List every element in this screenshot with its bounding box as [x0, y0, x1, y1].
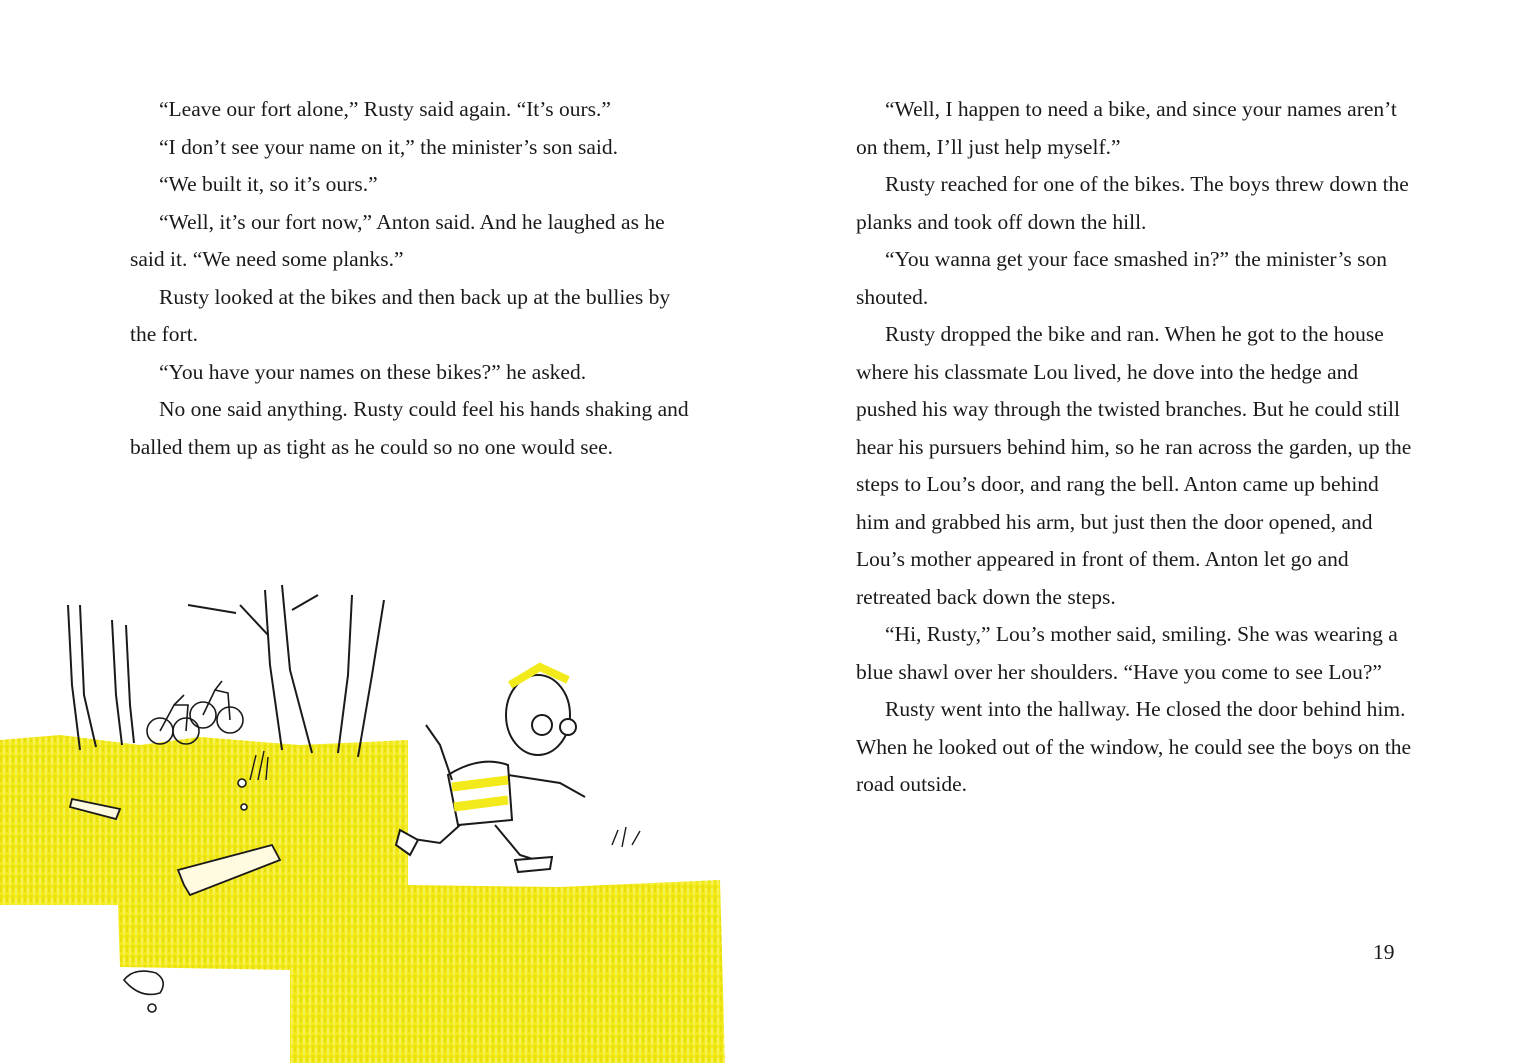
paragraph: “Well, it’s our fort now,” Anton said. And he laughed as he said it. “We need some planks.” — [130, 209, 665, 271]
page-number: 19 — [1373, 940, 1395, 964]
paragraph: “I don’t see your name on it,” the minister’s son said. — [159, 134, 618, 159]
paragraph: Rusty reached for one of the bikes. The boys threw down the planks and took off down the hill. — [856, 172, 1409, 234]
left-page-text — [130, 91, 690, 466]
yellow-ground — [0, 735, 725, 1063]
paragraph: Rusty looked at the bikes and then back up at the bullies by the fort. — [130, 284, 671, 346]
right-page — [767, 0, 1535, 1063]
paragraph: “Well, I happen to need a bike, and since your names aren’t on them, I’ll just help myself.” — [856, 97, 1397, 159]
bicycles — [147, 681, 243, 744]
running-boy — [396, 667, 585, 872]
paragraph: “Hi, Rusty,” Lou’s mother said, smiling. She was wearing a blue shawl over her shoulders. “Have you come to see Lou?” — [856, 622, 1398, 684]
right-page-text — [856, 91, 1416, 804]
paragraph: “We built it, so it’s ours.” — [159, 172, 378, 196]
paragraph: No one said anything. Rusty could feel his hands shaking and balled them up as tight as he could so no one would see. — [130, 397, 689, 459]
paragraph: “You have your names on these bikes?” he asked. — [159, 359, 587, 384]
tree-trunks — [68, 585, 384, 757]
paragraph: Rusty went into the hallway. He closed the door behind him. When he looked out of the window, he could see the boys on the road outside. — [856, 697, 1412, 796]
left-page — [0, 0, 767, 1063]
paragraph: “You wanna get your face smashed in?” the minister’s son shouted. — [856, 247, 1387, 309]
paragraph: Rusty dropped the bike and ran. When he got to the house where his classmate Lou lived, he dove into the hedge and pushed his way through the twisted branches. But he could still hear his pursuers behind him, so he ran across the garden, up the steps to Lou’s door, and rang the bell. Anton came up behind him and grabbed his arm, but just then the door opened, and Lou’s mother appeared in front of them. Anton let go and retreated back down the steps. — [856, 322, 1412, 609]
paragraph: “Leave our fort alone,” Rusty said again. “It’s ours.” — [159, 97, 611, 121]
forest-chase-illustration — [0, 575, 730, 1063]
